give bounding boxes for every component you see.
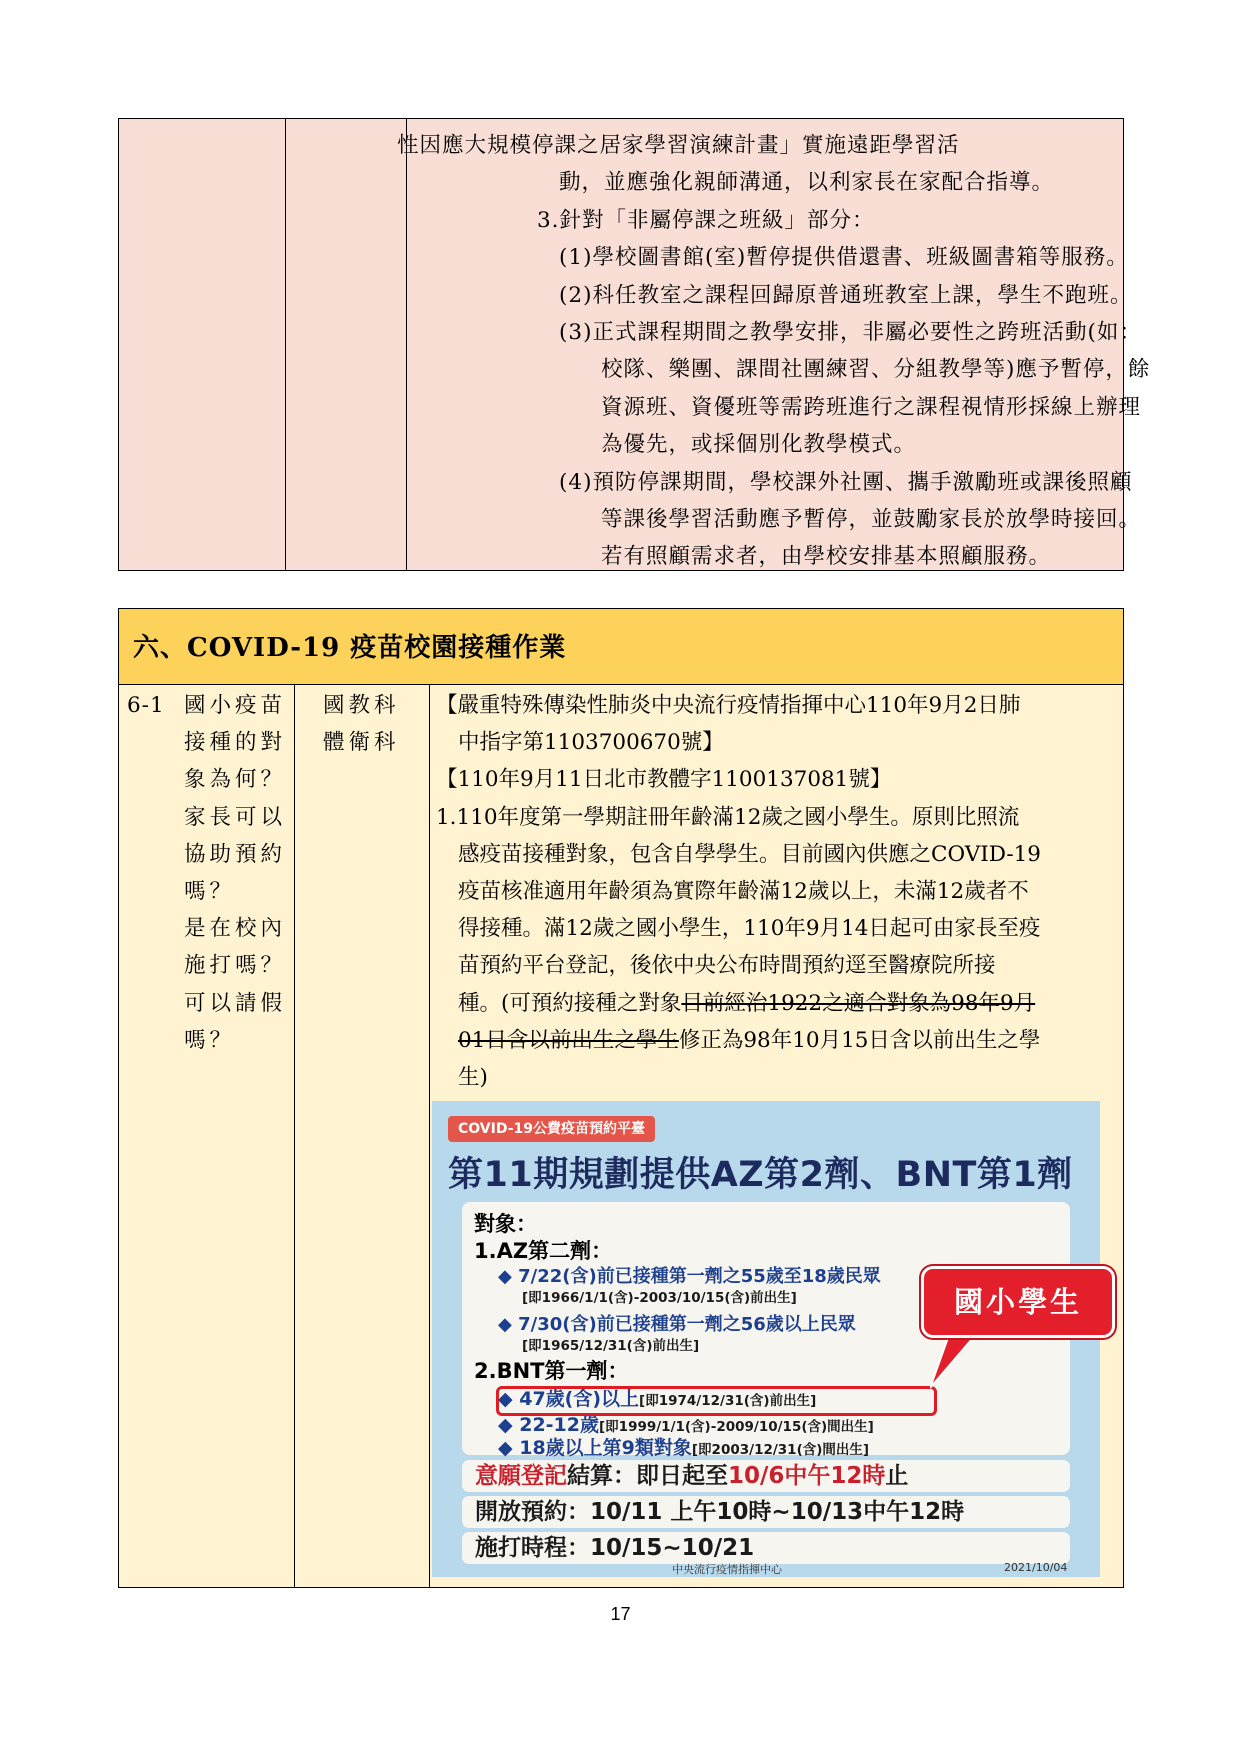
text-line: (3)正式課程期間之教學安排，非屬必要性之跨班活動(如： bbox=[559, 319, 1142, 345]
column-divider bbox=[429, 684, 430, 1587]
text-line: 3.針對「非屬停課之班級」部分： bbox=[537, 207, 875, 233]
question-line: 嗎？ bbox=[184, 878, 236, 904]
answer-line: 生) bbox=[458, 1064, 488, 1090]
az-note: [即1966/1/1(含)-2003/10/15(含)前出生] bbox=[522, 1290, 797, 1306]
continuation-table bbox=[118, 118, 1151, 571]
text-line: 等課後學習活動應予暫停，並鼓勵家長於放學時接回。 bbox=[601, 506, 1142, 532]
bnt-label: 2.BNT第一劑： bbox=[474, 1359, 629, 1383]
section-header bbox=[119, 609, 1123, 685]
highlight-box bbox=[496, 1386, 937, 1416]
struck-text: 01日含以前出生之學生 bbox=[458, 1027, 679, 1053]
measures-cell bbox=[397, 127, 1151, 576]
vaccine-schedule-poster bbox=[432, 1101, 1100, 1577]
answer-line bbox=[436, 1022, 1116, 1059]
text-line: 性因應大規模停課之居家學習演練計畫」實施遠距學習活 bbox=[397, 133, 960, 158]
registration-deadline: 意願登記結算：即日起至10/6中午12時止 bbox=[462, 1460, 1070, 1492]
bnt-item: ◆ 18歲以上第9類對象[即2003/12/31(含)間出生] bbox=[498, 1437, 870, 1459]
text-line: 資源班、資優班等需跨班進行之課程視情形採線上辦理 bbox=[601, 394, 1142, 420]
question-line: 嗎？ bbox=[184, 1027, 236, 1053]
question-line: 協助預約 bbox=[184, 841, 287, 867]
text-line: (1)學校圖書館(室)暫停提供借還書、班級圖書箱等服務。 bbox=[559, 245, 1129, 271]
reference-line: 【110年9月11日北市教體字1100137081號】 bbox=[436, 767, 892, 793]
az-label: 1.AZ第二劑： bbox=[474, 1239, 613, 1263]
text-line: 若有照顧需求者，由學校安排基本照顧服務。 bbox=[601, 544, 1052, 570]
department-line: 國教科 bbox=[323, 693, 400, 718]
bnt-item-highlighted: ◆ 22-12歲[即1999/1/1(含)-2009/10/15(含)間出生] bbox=[498, 1414, 874, 1436]
question-line: 是在校內 bbox=[184, 916, 287, 942]
question-line: 施打嗎？ bbox=[184, 953, 287, 979]
department-line: 體衛科 bbox=[323, 730, 400, 756]
answer-cell bbox=[436, 687, 1116, 1096]
target-label: 對象： bbox=[474, 1212, 537, 1236]
poster-title: 第11期規劃提供AZ第2劑、BNT第1劑 bbox=[448, 1155, 1073, 1195]
column-divider bbox=[294, 684, 295, 1587]
poster-footer-org: 中央流行疫情指揮中心 bbox=[672, 1563, 782, 1576]
booking-period: 開放預約：10/11 上午10時~10/13中午12時 bbox=[462, 1496, 1070, 1528]
item-number: 6-1 bbox=[127, 693, 165, 718]
question-line: 國小疫苗 bbox=[184, 693, 287, 718]
az-item: ◆ 7/30(含)前已接種第一劑之56歲以上民眾 bbox=[498, 1314, 856, 1335]
struck-text: 目前經治1922之適合對象為98年9月 bbox=[681, 990, 1036, 1016]
text-line: 為優先，或採個別化教學模式。 bbox=[601, 432, 917, 458]
text-line: 動，並應強化親師溝通，以利家長在家配合指導。 bbox=[559, 170, 1055, 196]
question-line: 可以請假 bbox=[184, 990, 287, 1016]
page-number: 17 bbox=[610, 1604, 631, 1624]
answer-line: 得接種。滿12歲之國小學生，110年9月14日起可由家長至疫 bbox=[458, 916, 1041, 942]
platform-tag: COVID-19公費疫苗預約平臺 bbox=[448, 1116, 655, 1142]
question-line: 家長可以 bbox=[184, 804, 287, 830]
az-note: [即1965/12/31(含)前出生] bbox=[522, 1338, 700, 1354]
answer-line: 疫苗核准適用年齡須為實際年齡滿12歲以上，未滿12歲者不 bbox=[458, 878, 1029, 904]
column-divider bbox=[285, 119, 286, 570]
answer-line: 苗預約平台登記，後依中央公布時間預約逕至醫療院所接 bbox=[458, 953, 996, 979]
text-line: 校隊、樂團、課間社團練習、分組教學等)應予暫停，餘 bbox=[601, 357, 1151, 383]
vaccination-period: 施打時程：10/15~10/21 bbox=[462, 1532, 1070, 1564]
reference-line: 中指字第1103700670號】 bbox=[458, 730, 724, 756]
answer-line bbox=[436, 985, 1116, 1022]
answer-line: 1.110年度第一學期註冊年齡滿12歲之國小學生。原則比照流 bbox=[436, 804, 1020, 830]
callout-bubble: 國小學生 bbox=[921, 1266, 1115, 1338]
question-line: 象為何？ bbox=[184, 767, 287, 793]
az-item: ◆ 7/22(含)前已接種第一劑之55歲至18歲民眾 bbox=[498, 1266, 881, 1287]
bnt-item: ◆ 47歲(含)以上[即1974/12/31(含)前出生] bbox=[498, 1388, 817, 1410]
answer-line: 感疫苗接種對象，包含自學學生。目前國內供應之COVID-19 bbox=[458, 841, 1041, 867]
text-line: (2)科任教室之課程回歸原普通班教室上課，學生不跑班。 bbox=[559, 282, 1133, 308]
answer-text: 修正為98年10月15日含以前出生之學 bbox=[678, 1027, 1041, 1053]
section-title: 六、COVID-19 疫苗校園接種作業 bbox=[133, 633, 567, 663]
reference-line: 【嚴重特殊傳染性肺炎中央流行疫情指揮中心110年9月2日肺 bbox=[436, 693, 1021, 718]
question-cell bbox=[184, 687, 286, 1059]
callout-pointer bbox=[930, 1330, 990, 1390]
question-line: 接種的對 bbox=[184, 730, 287, 756]
text-line: (4)預防停課期間，學校課外社團、攜手激勵班或課後照顧 bbox=[559, 469, 1133, 495]
poster-footer-date: 2021/10/04 bbox=[1004, 1561, 1068, 1574]
answer-text: 種。(可預約接種之對象 bbox=[458, 990, 682, 1016]
department-cell bbox=[323, 687, 400, 761]
